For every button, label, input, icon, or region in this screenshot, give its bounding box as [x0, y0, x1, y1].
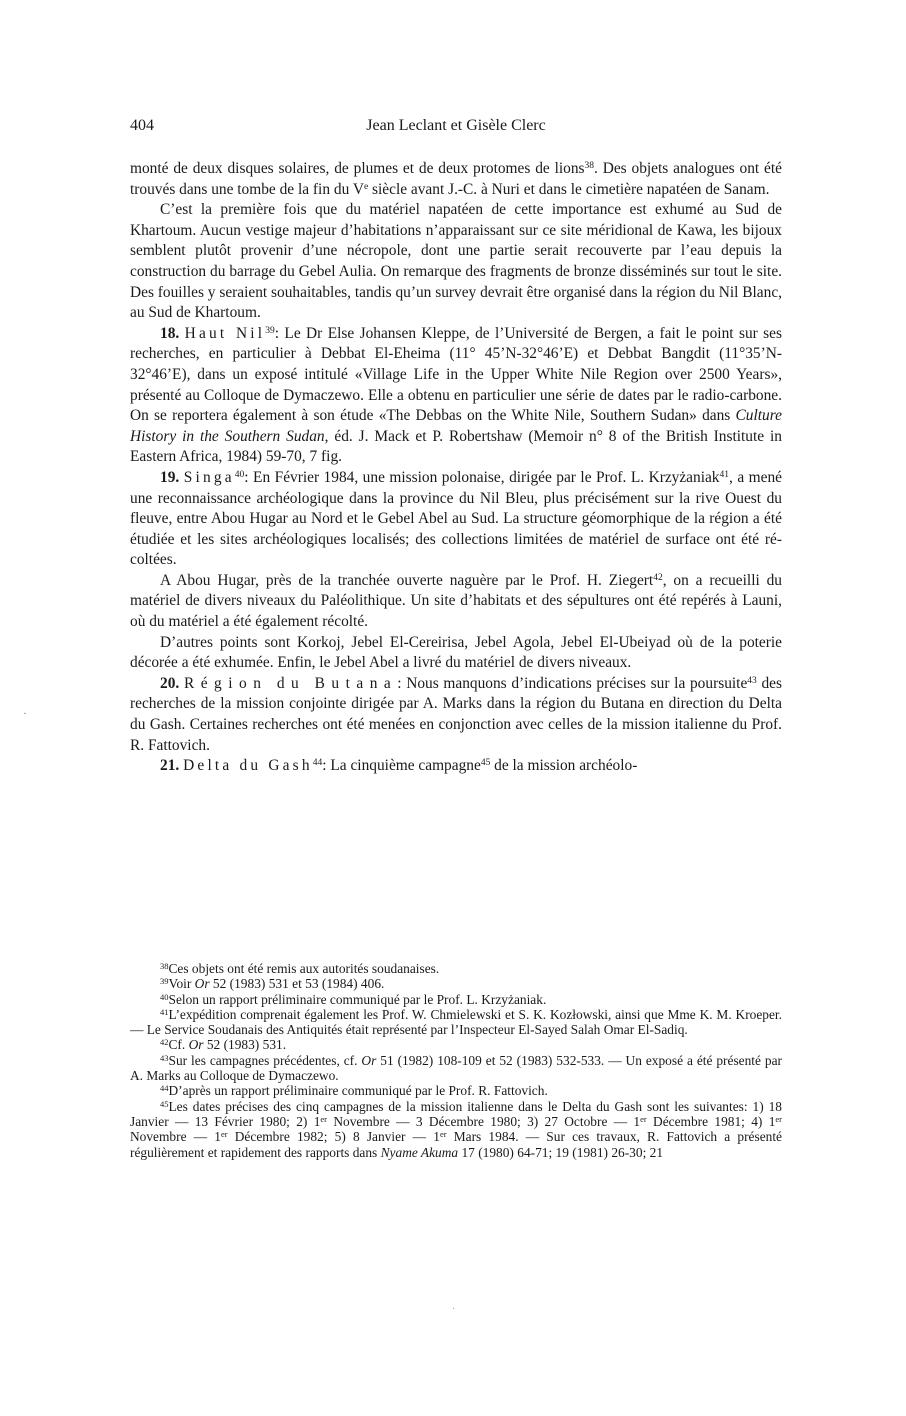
section-title: Delta du Gash: [183, 757, 313, 775]
footnote-42: $^{42}$Cf. Or 52 (1983) 531.: [160, 1037, 287, 1053]
main-text: [130, 159, 782, 777]
scan-speck: ·: [452, 1304, 456, 1315]
section-18: 18. Haut Nil$^{39}$: Le Dr Else Johansen Kleppe, de l’Université de Bergen, a fait le point sur ses recherches, en particulier à Debbat El-Eheima (11° 45’N-32°46’E) et Debbat Bangdit (11°35’N-32°46’E), dans un exposé intitulé «Village Life in the Upper White Nile Region over 2500 Years», présenté au Colloque de Dymaczewo. Elle a obtenu en particulier une série de dates par le radio-carbone. On se reportera également à son étude «The Debbas on the White Nile, Southern Sudan» dans Culture History in the Southern Sudan, éd. J. Mack et P. Robertshaw (Memoir n° 8 of the British Institute in Eastern Africa, 1984) 59-70, 7 fig.: [130, 324, 782, 466]
section-19: 19. Singa$^{40}$: En Février 1984, une mission polonaise, dirigée par le Prof. L. Krzyżaniak$^{41}$, a mené une reconnaissance archéologique dans la province du Nil Bleu, plus précisément sur la rive Ouest du fleuve, entre Abou Hugar au Nord et le Gebel Abel au Sud. La structure géomorphique de la région a été étudiée et les sites archéologiques localisés; des collections limitées de matériel de surface ont été ré-coltées.: [130, 468, 782, 569]
footnote-44: $^{44}$D’après un rapport préliminaire communiqué par le Prof. R. Fattovich.: [160, 1083, 548, 1099]
footnote-41: $^{41}$L’expédition comprenait également les Prof. W. Chmielewski et S. K. Kozłowski, ainsi que Mme K. M. Kroeper. — Le Service Soudanais des Antiquités était représenté par l’Inspecteur El-Sayed Salah Omar El-Sadiq.: [130, 1006, 782, 1038]
footnote-ref: 43: [747, 675, 757, 686]
footnote-45: $^{45}$Les dates précises des cinq campagnes de la mission italienne dans le Delta du Gash sont les suivantes: 1) 18 Janvier — 13 Février 1980; 2) 1er Novembre — 3 Décembre 1980; 3) 27 Octobre — 1er Décembre 1981; 4) 1er Novembre — 1er Décembre 1982; 5) 8 Janvier — 1er Mars 1984. — Sur ces travaux, R. Fattovich a présenté régulièrement et rapidement des rapports dans Nyame Akuma 17 (1980) 64-71; 19 (1981) 26-30; 21: [130, 1098, 782, 1160]
paragraph-continuation: monté de deux disques solaires, de plumes et de deux protomes de lions$^{38}$. Des objets analogues ont été trouvés dans une tombe de la fin du Ve siècle avant J.-C. à Nuri et dans le cimetière napatéen de Sanam.: [130, 160, 782, 198]
section-20: 20. Région du Butana: Nous manquons d’indications précises sur la poursuite$^{43}$ des recherches de la mission conjointe dirigée par A. Marks dans la région du Butana en direction du Delta du Gash. Certaines recherches ont été menées en conjonction avec celles de la mission italienne du Prof. R. Fattovich.: [130, 674, 782, 754]
running-title: Jean Leclant et Gisèle Clerc: [366, 117, 546, 134]
footnote-39: $^{39}$Voir Or 52 (1983) 531 et 53 (1984) 406.: [160, 976, 385, 992]
footnote-40: $^{40}$Selon un rapport préliminaire communiqué par le Prof. L. Krzyżaniak.: [160, 991, 547, 1007]
page-number: 404: [130, 117, 154, 134]
footnote-ref: 42: [653, 572, 663, 583]
section-title: Haut Nil: [184, 324, 266, 342]
paragraph-napatean: C’est la première fois que du matériel napatéen de cette importance est exhumé au Sud de Khartoum. Aucun vestige majeur d’habitations n’apparaissant sur ce site méridional de Kawa, les bijoux semblent plutôt provenir d’une nécropole, dont une partie serait recouverte par l’eau depuis la construction du barrage du Gebel Aulia. On remarque des fragments de bronze disséminés sur tout le site. Des fouilles y seraient souhaitables, tandis qu’un survey devrait être organisé dans la région du Nil Blanc, au Sud de Khartoum.: [130, 201, 782, 322]
footnote-ref: 40: [234, 469, 245, 480]
section-title: Région: [183, 674, 268, 692]
footnote-ref: 38: [584, 161, 595, 171]
scan-speck: ·: [23, 706, 27, 720]
section-21: 21. Delta du Gash$^{44}$: La cinquième campagne$^{45}$ de la mission archéolo-: [160, 757, 638, 775]
section-title: Singa: [183, 468, 235, 486]
footnote-ref: 45: [480, 758, 491, 769]
paragraph-other-points: D’autres points sont Korkoj, Jebel El-Cereirisa, Jebel Agola, Jebel El-Ubeiyad où de la poterie décorée a été exhumée. Enfin, le Jebel Abel a livré du matériel de divers niveaux.: [130, 633, 782, 672]
footnotes: [130, 961, 782, 1160]
footnote-43: $^{43}$Sur les campagnes précédentes, cf. Or 51 (1982) 108-109 et 52 (1983) 532-533. — Un exposé a été présenté par A. Marks au Colloque de Dymaczewo.: [130, 1052, 782, 1084]
footnote-ref: 39: [265, 325, 275, 336]
paragraph-abou-hugar: A Abou Hugar, près de la tranchée ouverte naguère par le Prof. H. Ziegert$^{42}$, on a recueilli du matériel de divers niveaux du Paléolithique. Un site d’habitats et des sépultures ont été repérés à Launi, où du matériel a été également récolté.: [130, 571, 782, 631]
footnote-ref: 41: [719, 469, 730, 480]
footnote-ref: 44: [312, 758, 323, 769]
footnote-38: $^{38}$Ces objets ont été remis aux autorités soudanaises.: [160, 961, 440, 976]
